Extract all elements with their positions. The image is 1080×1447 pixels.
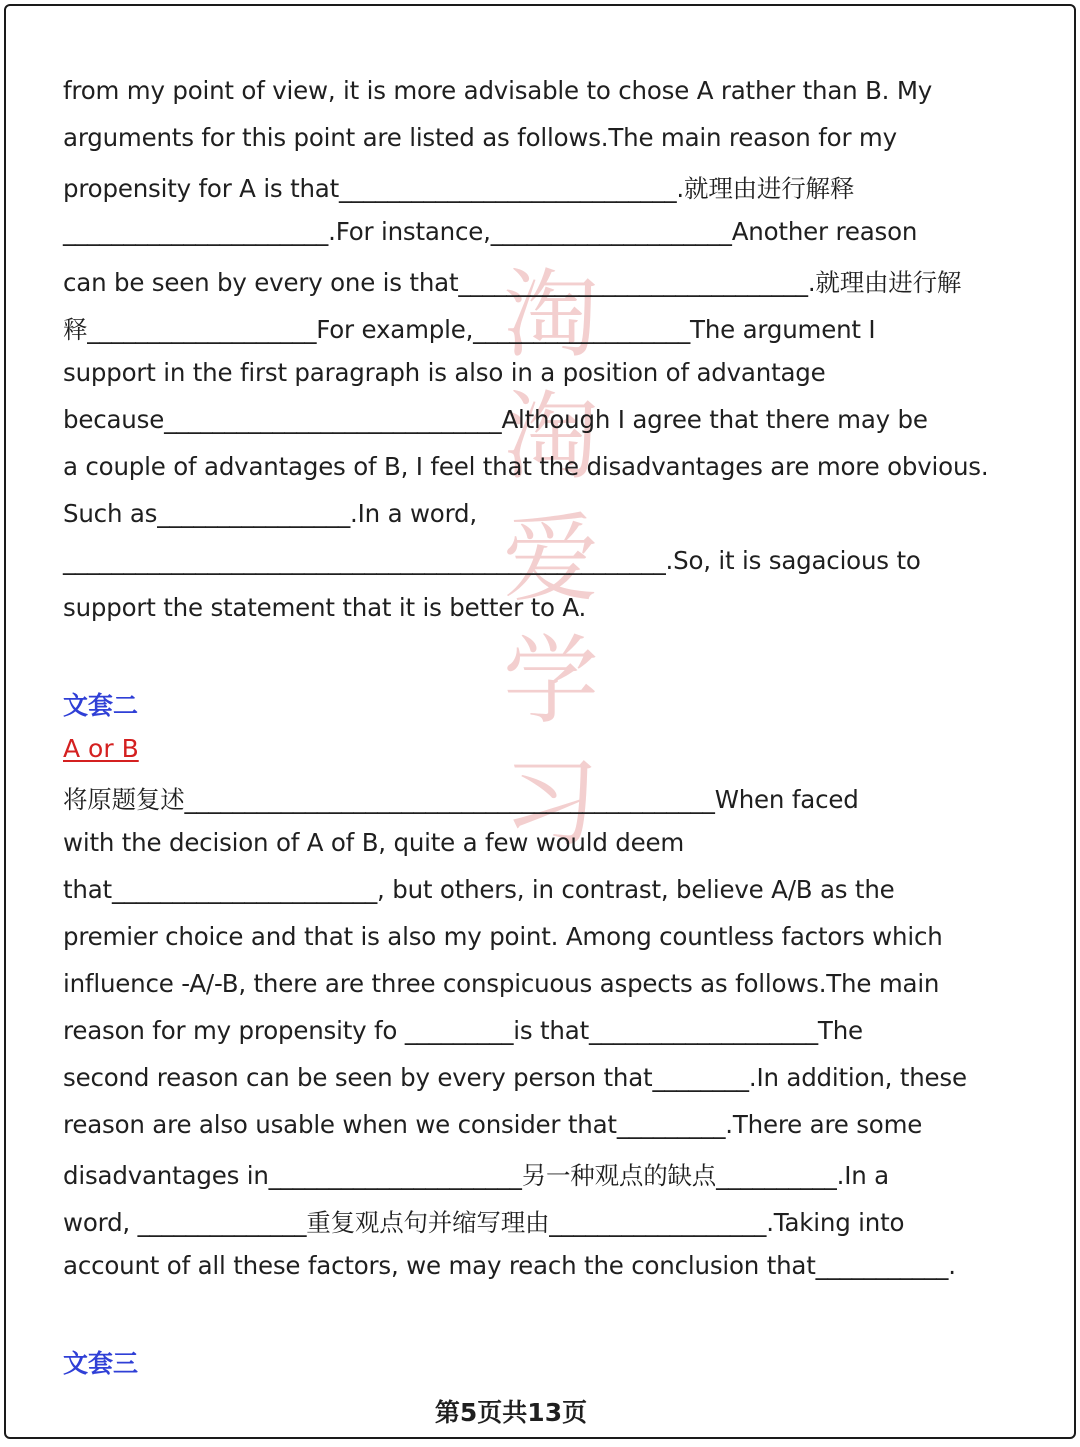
section2-line: 将原题复述____________________________________________When faced <box>63 785 859 814</box>
section2-line: premier choice and that is also my point. Among countless factors which <box>63 922 943 951</box>
section2-line: second reason can be seen by every person that________.In addition, these <box>63 1063 967 1092</box>
section2-line: account of all these factors, we may reach the conclusion that___________. <box>63 1251 956 1280</box>
watermark-char: 爱 <box>503 503 599 615</box>
watermark-char: 学 <box>503 625 599 737</box>
section1-line: a couple of advantages of B, I feel that the disadvantages are more obvious. <box>63 452 989 481</box>
section1-line: 释___________________For example,__________________The argument I <box>63 315 876 344</box>
section2-line: reason are also usable when we consider that_________.There are some <box>63 1110 923 1139</box>
section2-line: reason for my propensity fo _________is that___________________The <box>63 1016 863 1045</box>
section1-line: support the statement that it is better to A. <box>63 593 587 622</box>
section1-line: Such as________________.In a word, <box>63 499 477 528</box>
section2-line: word, ______________重复观点句并缩写理由__________________.Taking into <box>63 1208 905 1237</box>
section2-line: influence -A/-B, there are three conspicuous aspects as follows.The main <box>63 969 940 998</box>
section1-line: from my point of view, it is more advisable to chose A rather than B. My <box>63 76 933 105</box>
section1-line: because____________________________Although I agree that there may be <box>63 405 928 434</box>
watermark-char: 淘 <box>503 381 599 493</box>
section2-heading: 文套二 <box>63 691 139 720</box>
page-number: 第5页共13页 <box>434 1398 588 1427</box>
section1-line: support in the first paragraph is also in a position of advantage <box>63 358 826 387</box>
section2-subheading-link[interactable]: A or B <box>63 734 139 763</box>
section3-heading: 文套三 <box>63 1349 139 1378</box>
watermark-char: 习 <box>503 747 599 859</box>
section1-line: arguments for this point are listed as follows.The main reason for my <box>63 123 897 152</box>
section1-line: __________________________________________________.So, it is sagacious to <box>63 546 921 575</box>
section1-line: can be seen by every one is that_____________________________.就理由进行解 <box>63 268 962 297</box>
watermark-char: 淘 <box>503 259 599 371</box>
section1-line: ______________________.For instance,____________________Another reason <box>63 217 918 246</box>
section1-line: propensity for A is that____________________________.就理由进行解释 <box>63 174 855 203</box>
document-page <box>4 4 1076 1439</box>
section2-line: with the decision of A of B, quite a few would deem <box>63 828 685 857</box>
section2-line: disadvantages in_____________________另一种观点的缺点__________.In a <box>63 1161 889 1190</box>
section2-line: that______________________, but others, in contrast, believe A/B as the <box>63 875 895 904</box>
